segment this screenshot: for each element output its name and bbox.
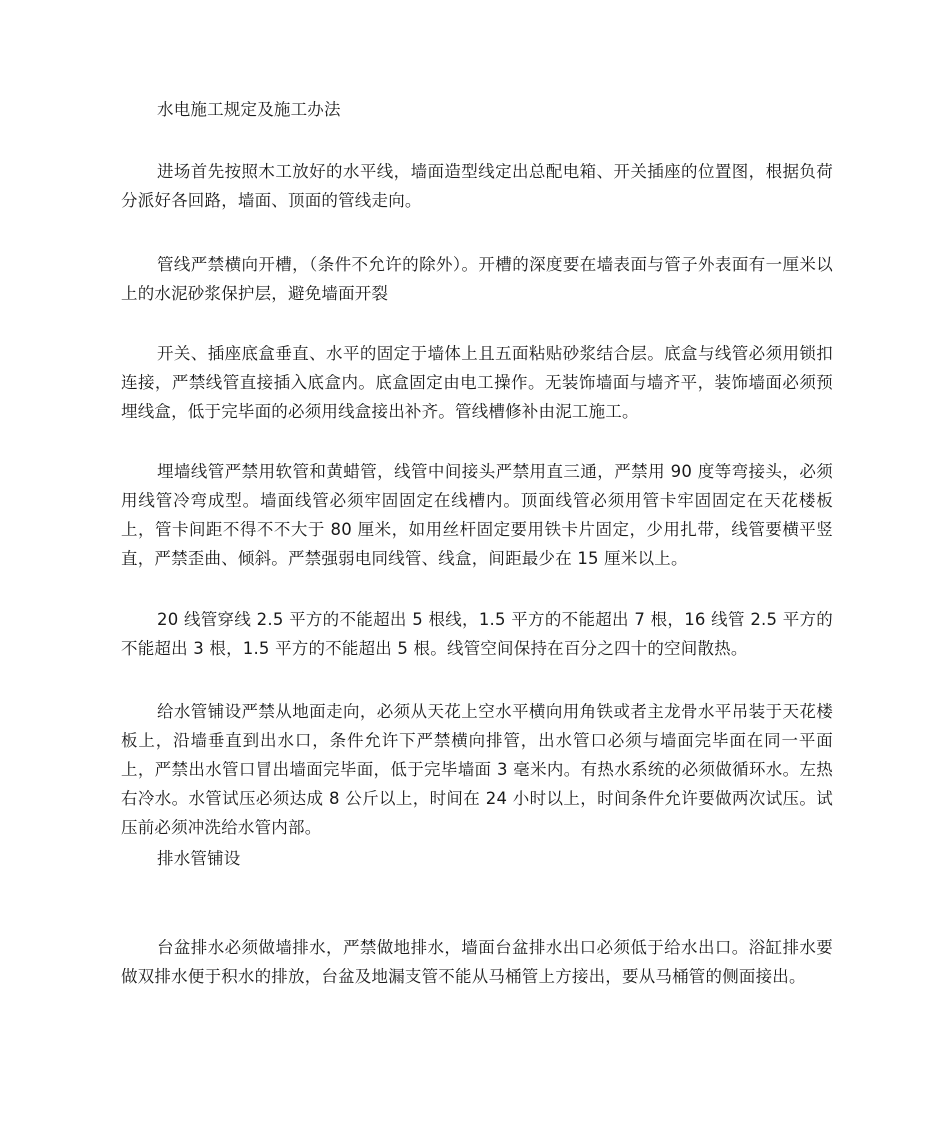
paragraph-socket-boxes: 开关、插座底盒垂直、水平的固定于墙体上且五面粘贴砂浆结合层。底盒与线管必须用锁扣连接，严禁线管直接插入底盒内。底盒固定由电工操作。无装饰墙面与墙齐平，装饰墙面必须预埋线盒，低于完毕面的必须用线盒接出补齐。管线槽修补由泥工施工。 bbox=[121, 344, 833, 421]
paragraph-trenching: 管线严禁横向开槽，（条件不允许的除外）。开槽的深度要在墙表面与管子外表面有一厘米以上的水泥砂浆保护层，避免墙面开裂 bbox=[121, 255, 833, 303]
paragraph-layout-planning: 进场首先按照木工放好的水平线，墙面造型线定出总配电箱、开关插座的位置图，根据负荷分派好各回路，墙面、顶面的管线走向。 bbox=[121, 162, 833, 210]
paragraph-drainage: 台盆排水必须做墙排水，严禁做地排水，墙面台盆排水出口必须低于给水出口。浴缸排水要做双排水便于积水的排放，台盆及地漏支管不能从马桶管上方接出，要从马桶管的侧面接出。 bbox=[121, 938, 833, 986]
paragraph-water-supply: 给水管铺设严禁从地面走向，必须从天花上空水平横向用角铁或者主龙骨水平吊装于天花楼板上，沿墙垂直到出水口，条件允许下严禁横向排管，出水管口必须与墙面完毕面在同一平面上，严禁出水管口冒出墙面完毕面，低于完毕墙面 3 毫米内。有热水系统的必须做循环水。左热右冷水。水管试压必须达成 8 公斤以上，时间在 24 小时以上，时间条件允许要做两次试压。试压前必须冲洗给水管内部。 bbox=[121, 702, 833, 837]
section-heading-drainage: 排水管铺设 bbox=[157, 849, 241, 868]
paragraph-wire-capacity: 20 线管穿线 2.5 平方的不能超出 5 根线，1.5 平方的不能超出 7 根，16 线管 2.5 平方的不能超出 3 根，1.5 平方的不能超出 5 根。线管空间保持在百分之四十的空间散热。 bbox=[121, 610, 833, 658]
document-title: 水电施工规定及施工办法 bbox=[157, 100, 341, 119]
paragraph-conduit-installation: 埋墙线管严禁用软管和黄蜡管，线管中间接头严禁用直三通，严禁用 90 度等弯接头，必须用线管冷弯成型。墙面线管必须牢固固定在线槽内。顶面线管必须用管卡牢固固定在天花楼板上，管卡间距不得不不大于 80 厘米，如用丝杆固定要用铁卡片固定，少用扎带，线管要横平竖直，严禁歪曲、倾斜。严禁强弱电同线管、线盒，间距最少在 15 厘米以上。 bbox=[121, 462, 833, 568]
